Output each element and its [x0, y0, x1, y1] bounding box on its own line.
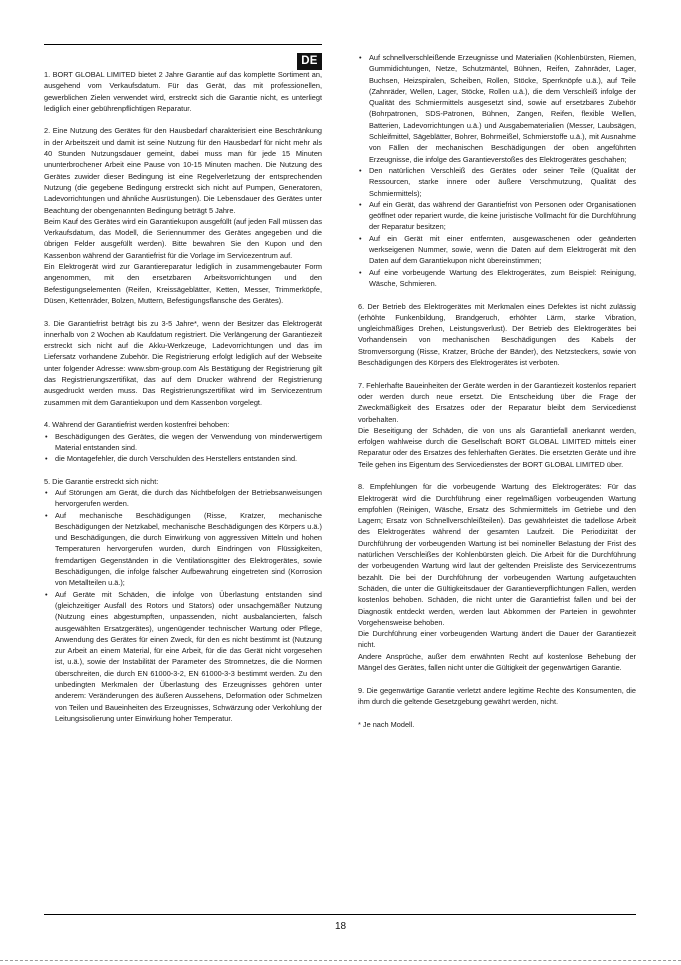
list-item: • Beschädigungen des Gerätes, die wegen der Verwendung von minderwertigem Material entstanden sind.	[44, 431, 322, 454]
paragraph-8: 8. Empfehlungen für die vorbeugende Wartung des Elektrogerätes: Für das Elektrogerät wird die Durchführung einer regelmäßigen vorbeugenden Wartung empfohlen (Reinigen, Wäsche, Ersatz des Schmiermittels im Getriebe und den Lagern; Ersatz von Schnellverschleißteilen). Das gewährleistet die tadellose Arbeit des Elektrogerätes während der gesamten Laufzeit. Die Periodizität der Durchführung der vorbeugenden Wartung ist bei nomineller Belastung der Frist des natürlichen Verschleißes der Kohlenbürsten gleich. Die Arbeit für die Durchführung der vorbeugenden Wartung wird laut der geltenden Preisliste des Servicezentrums bezahlt. Die bei der Durchführung der vorbeugenden Wartung aufgetauchten Schäden, die unter die Gültigkeitsdauer der Garantieverpflichtungen Fallen, werden kostenlos behoben. Schäden, die nicht unter die Garantiefrist fallen und bei der Diagnostik entdeckt werden, werden laut Abkommen der Parteien in gewohnter Vorgehensweise behoben.	[358, 482, 636, 627]
paragraph-5-intro: 5. Die Garantie erstreckt sich nicht:	[44, 476, 159, 486]
list-item: • Auf eine vorbeugende Wartung des Elektrogerätes, zum Beispiel: Reinigung, Wäsche, Schmieren.	[358, 267, 636, 290]
paragraph-8-duration: Die Durchführung einer vorbeugenden Wartung ändert die Dauer der Garantiezeit nicht.	[358, 629, 636, 650]
list-5	[44, 487, 322, 724]
language-badge: DE	[297, 53, 322, 70]
bottom-rule	[44, 914, 636, 915]
list-item: • Auf schnellverschleißende Erzeugnisse und Materialien (Kohlenbürsten, Riemen, Gummidichtungen, Netze, Schutzmäntel, Bühnen, Reifen, Zahnräder, Lager, Buchsen, Heizspiralen, Scheiben, Rollen, Stöcke, Sperrknöpfe u.ä.), auf Teile (Zahnräder, Wellen, Lager, Stöcke, Rollen u.ä.), die dem Verschleiß infolge der Qualität des Schmiermittels ausgesetzt sind, sowie auf ersetzbares Zubehör (Bohrpatronen, SDS-Patronen, Bühnen, Zangen, Reifen, flexible Wellen, Batterien, Ladevorrichtungen u.ä.) und Ausgabematerialien (Messer, Laubsägen, Schleifmittel, Sägeblätter, Bohrer, Bohrmeißel, Schmierstoffe u.ä.), mit Ausnahme von Fällen der mechanischen Beschädigungen der oben angeführten Erzeugnisse, die infolge des Garantieverstoßes des Elektrogerätes geschahen;	[358, 52, 636, 165]
paragraph-7-replacement: Die Beseitigung der Schäden, die von uns als Garantiefall anerkannt werden, erfolgen wahlweise durch die Gesellschaft BORT GLOBAL LIMITED mittels einer Reparatur oder des Ersatzes des fehlerhaften Gerätes. Die ersetzten Geräte und ihre Teile gehen ins Eigentum des Servicedienstes der BORT GLOBAL LIMITED über.	[358, 425, 636, 469]
right-column	[358, 52, 636, 741]
paragraph-7: 7. Fehlerhafte Baueinheiten der Geräte werden in der Garantiezeit kostenlos repariert oder werden durch neue ersetzt. Die Entscheidung über die Frage der Zweckmäßigkeit des Ersatzes oder der Reparatur bleibt dem Servicedienst vorbehalten.	[358, 380, 636, 424]
paragraph-3: 3. Die Garantiefrist beträgt bis zu 3-5 Jahre*, wenn der Besitzer das Elektrogerät innerhalb von 2 Wochen ab Kaufdatum registriert. Die Verlängerung der Garantiezeit erstreckt sich nicht auf die Akku-Werkzeuge, Ladevorrichtungen und das im Liefersatz vorhandene Zubehör. Die Registrierung erfolgt lediglich auf der Webseite unter folgender Adresse: www.sbm-group.com Als Bestätigung der Registrierung gilt das Registrierungszertifikat, das auf dem Drucker während der Registrierung ausgedruckt werden muss. Das Registrierungszertifikat wird im Servicezentrum zusammen mit dem Garantiekupon und dem Kassenbon vorgelegt.	[44, 318, 322, 407]
paragraph-2-coupon: Beim Kauf des Gerätes wird ein Garantiekupon ausgefüllt (auf jeden Fall müssen das Verkaufsdatum, das Modell, die Seriennummer des Gerätes angegeben und die übrigen Felder ausgefüllt werden). Bitte bewahren Sie den Kupon und den Kassenbon während der Garantiefrist für die Vorlage im Servicezentrum auf.	[44, 216, 322, 260]
paragraph-2-repair: Ein Elektrogerät wird zur Garantiereparatur lediglich in zusammengebauter Form angenommen, mit den ersetzbaren Arbeitsvorrichtungen und den Befestigungselementen (Reifen, Kreissägeblätter, Ketten, Messer, Trimmerköpfe, Düsen, Kettenräder, Bolzen, Muttern, Befestigungsflansche des Gerätes).	[44, 262, 322, 305]
footnote: * Je nach Modell.	[358, 719, 415, 729]
list-item: • Auf ein Gerät, das während der Garantiefrist von Personen oder Organisationen geöffnet oder repariert wurde, die keine juristische Vollmacht für die Durchführung der Reparatur besitzen;	[358, 199, 636, 233]
list-item: • Den natürlichen Verschleiß des Gerätes oder seiner Teile (Qualität der Ressourcen, starke innere oder äußere Verschmutzung, Qualität des Schmiermittels);	[358, 165, 636, 199]
left-column	[44, 69, 322, 736]
paragraph-9: 9. Die gegenwärtige Garantie verletzt andere legitime Rechte des Konsumenten, die ihm durch die geltende Gesetzgebung gewährt werden, nicht.	[358, 685, 636, 706]
list-item: • Auf Störungen am Gerät, die durch das Nichtbefolgen der Betriebsanweisungen hervorgerufen werden.	[44, 487, 322, 510]
paragraph-6: 6. Der Betrieb des Elektrogerätes mit Merkmalen eines Defektes ist nicht zulässig (erhöhte Funkenbildung, Brandgeruch, erhöhter Lärm, starke Vibration, ungleichmäßiges Drehen, Leistungsverlust). Der Betrieb des Elektrogerätes bei Vorhandensein von mechanischen Beschädigungen des Kabels der Stromversorgung (Risse, Kratzer, Brüche der Bänder), des Netzsteckers, sowie von Beschädigungen des Körpers des Elektrogerätes ist verboten.	[358, 301, 636, 368]
list-item: • Auf mechanische Beschädigungen (Risse, Kratzer, mechanische Beschädigungen der Netzkabel, mechanische Beschädigungen des Körpers u.ä.) und Beschädigungen, die durch Einwirkung von aggressiven Mitteln und hohen Temperaturen hervorgerufen wurden, durch Eindringen von Flüssigkeiten, fremdartigen Gegenständen in die Ventilationsgitter des Elektrogerätes, sowie Beschädigungen, die infolge falscher Aufbewahrung eingetreten sind (Korrosion von Metallteilen u.ä.);	[44, 510, 322, 589]
paragraph-1: 1. BORT GLOBAL LIMITED bietet 2 Jahre Garantie auf das komplette Sortiment an, ausgehend vom Verkaufsdatum. Für das Gerät, das mit professionellen, gewerblichen Zielen verwendet wird, erstreckt sich die Garantie nicht, es unterliegt lediglich einer gebührenpflichtigen Reparatur.	[44, 70, 322, 113]
list-5-continued	[358, 52, 636, 289]
page-number: 18	[334, 921, 347, 932]
list-item: • Auf Geräte mit Schäden, die infolge von Überlastung entstanden sind (gleichzeitiger Ausfall des Rotors und Stators) oder unsachgemäßer Nutzung (Nutzung eines abgestumpften, unpassenden, nicht ausbalancierten, falsch ausgewählten Ersatzgerätes), ungenügender technischer Wartung oder Pflege, Anwendung des Gerätes für einen Zweck, für den es nicht bestimmt ist (Nutzung zur Arbeit an einem Material, für eine Arbeit, für die das Gerät nicht vorgesehen ist, u.ä.), sowie der Instabilität der Parameter des Stromnetzes, die die Normen überschreiten, die durch EN 61000-3-2, EN 61000-3-3 bestimmt werden. Zu den unbedingten Merkmalen der Überlastung des Erzeugnisses gehören unter anderem: Veränderungen des äußeren Aussehens, Deformation oder Schmelzen von Teilen und Baueinheiten des Erzeugnisses, Schwärzung oder Verkohlung der Leitungsisolierung unter Einwirkung hoher Temperatur.	[44, 589, 322, 725]
list-4	[44, 431, 322, 465]
list-item: • die Montagefehler, die durch Verschulden des Herstellers entstanden sind.	[44, 453, 322, 464]
paragraph-4-intro: 4. Während der Garantiefrist werden kostenfrei behoben:	[44, 420, 230, 430]
paragraph-8-claims: Andere Ansprüche, außer dem erwähnten Recht auf kostenlose Behebung der Mängel des Gerätes, fallen nicht unter die Gültigkeit der gegenwärtigen Garantie.	[358, 651, 636, 673]
top-rule	[44, 44, 322, 45]
cut-line	[0, 960, 681, 961]
paragraph-2: 2. Eine Nutzung des Gerätes für den Hausbedarf charakterisiert eine Beschränkung in der Arbeitszeit und damit ist seine Nutzung für den Hausbedarf für nicht mehr als 40 Stunden Nutzungsdauer gemeint, dabei muss man für jede 15 Minuten ununterbrochener Arbeit eine Pause von 10-15 Minuten machen. Die Nutzung des Gerätes zuwider dieser Bedingung ist eine Regelverletzung der entsprechenden Nutzung (die gegebene Bedingung erstreckt sich nicht auf Pumpen, Generatoren, Ladevorrichtungen und ähnliche Ausrüstungen). Die Lebensdauer des Gerätes unter Beachtung der obengenannten Bedingung beträgt 5 Jahre.	[44, 126, 322, 215]
list-item: • Auf ein Gerät mit einer entfernten, ausgewaschenen oder geänderten werkseigenen Nummer, sowie, wenn die Daten auf dem Elektrogerät mit den Daten auf dem Garantiekupon nicht übereinstimmen;	[358, 233, 636, 267]
